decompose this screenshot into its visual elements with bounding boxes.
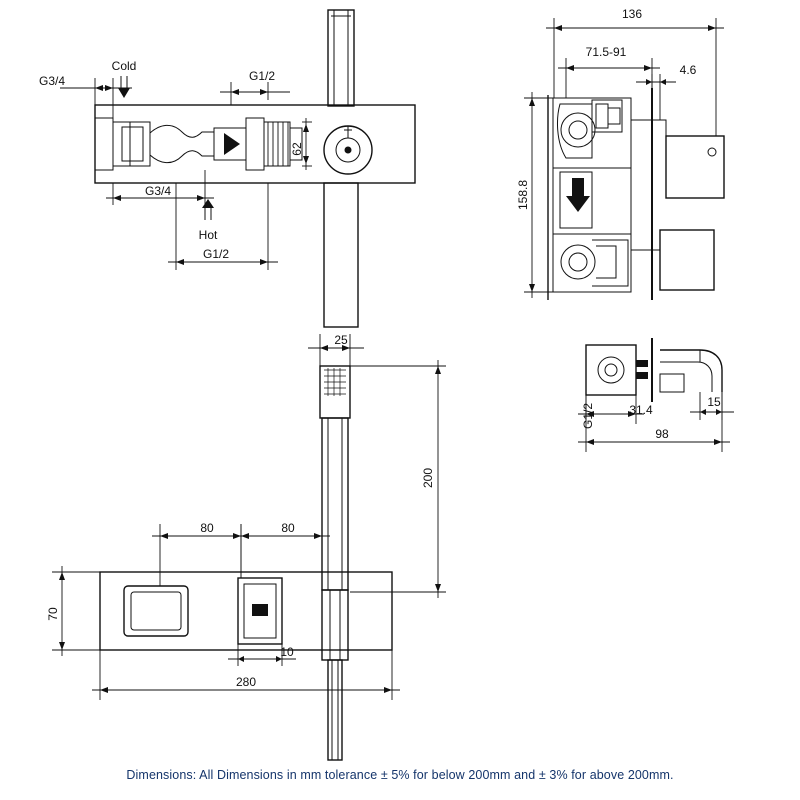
dim-right-80: 80 bbox=[281, 521, 295, 535]
dim-height-70: 70 bbox=[46, 607, 60, 621]
dim-10: 10 bbox=[280, 645, 294, 659]
dim-handset-width: 25 bbox=[334, 333, 348, 347]
label-cold: Cold bbox=[111, 59, 137, 73]
dim-inlet-left-top: G3/4 bbox=[38, 74, 66, 88]
dim-body-width: 71.5-91 bbox=[585, 45, 627, 59]
valve-top-view bbox=[39, 10, 415, 327]
dim-height-158-8: 158.8 bbox=[516, 179, 530, 211]
dim-inlet-left-lower: G3/4 bbox=[144, 184, 172, 198]
dim-width-136: 136 bbox=[621, 7, 643, 21]
dimensions-note: Dimensions: All Dimensions in mm tolerance ± 5% for below 200mm and ± 3% for above 200mm. bbox=[126, 768, 674, 782]
dim-plate-thickness: 4.6 bbox=[679, 63, 697, 77]
dim-outlet-top: G1/2 bbox=[248, 69, 276, 83]
dim-total-280: 280 bbox=[235, 675, 257, 689]
dim-left-80: 80 bbox=[200, 521, 214, 535]
dim-handset-length: 200 bbox=[421, 467, 435, 489]
dim-31-4: 31.4 bbox=[629, 403, 653, 417]
dim-98: 98 bbox=[655, 427, 669, 441]
faceplate-front-view bbox=[46, 521, 400, 700]
handset-holder-view bbox=[578, 338, 734, 452]
dim-depth-62: 62 bbox=[290, 142, 304, 156]
label-hot: Hot bbox=[198, 228, 218, 242]
dim-holder-outlet: G1/2 bbox=[581, 402, 595, 430]
dim-outlet-bottom: G1/2 bbox=[202, 247, 230, 261]
valve-side-view bbox=[516, 7, 724, 300]
handset-front-view bbox=[308, 333, 446, 760]
dim-15: 15 bbox=[707, 395, 721, 409]
